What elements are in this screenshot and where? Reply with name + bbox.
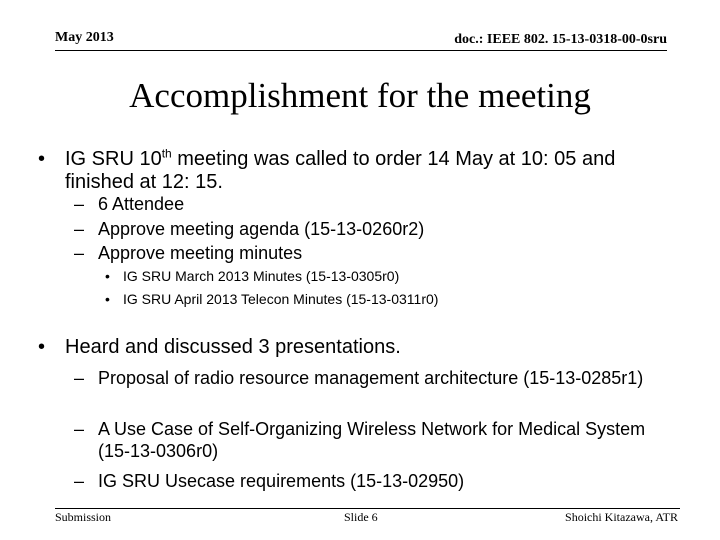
bullet-marker: • [38, 148, 46, 170]
dash-marker: – [74, 368, 85, 388]
footer-slide-number: Slide 6 [344, 510, 378, 524]
bullet-marker: • [105, 268, 110, 284]
sub-bullet-text: A Use Case of Self-Organizing Wireless Network for Medical System (15-13-0306r0) [98, 419, 646, 461]
header-date: May 2013 [55, 30, 114, 45]
bullet-text: Heard and discussed 3 presentations. [65, 336, 401, 358]
bullet-marker: • [105, 291, 110, 307]
sub-bullet-text: Approve meeting agenda (15-13-0260r2) [98, 219, 425, 239]
bullet-text [65, 148, 685, 194]
sub-bullet-text: Proposal of radio resource management architecture (15-13-0285r1) [98, 368, 644, 388]
dash-marker: – [74, 194, 85, 214]
dash-marker: – [74, 471, 85, 491]
bullet-text-part: IG SRU 10 [65, 148, 162, 170]
footer-submission: Submission [55, 510, 112, 524]
footer-divider [55, 508, 680, 509]
dash-marker: – [74, 419, 85, 439]
dash-marker: – [74, 243, 85, 263]
bullet-marker: • [38, 336, 46, 358]
sub-sub-bullet-text: IG SRU April 2013 Telecon Minutes (15-13-0311r0) [123, 291, 439, 307]
footer-author: Shoichi Kitazawa, ATR [565, 510, 678, 524]
dash-marker: – [74, 219, 85, 239]
header-divider [55, 50, 667, 51]
header-doc-id: doc.: IEEE 802. 15-13-0318-00-0sru [454, 32, 667, 47]
slide-title: Accomplishment for the meeting [129, 76, 591, 115]
bullet-text-part: meeting was called to order 14 May at 10: 05 and finished at 12: 15. [65, 148, 616, 193]
sub-sub-bullet-text: IG SRU March 2013 Minutes (15-13-0305r0) [123, 268, 400, 284]
sub-bullet-text: IG SRU Usecase requirements (15-13-02950) [98, 471, 465, 491]
sub-bullet-text: 6 Attendee [98, 194, 185, 214]
ordinal-suffix: th [161, 146, 172, 161]
sub-bullet-text: Approve meeting minutes [98, 243, 303, 263]
